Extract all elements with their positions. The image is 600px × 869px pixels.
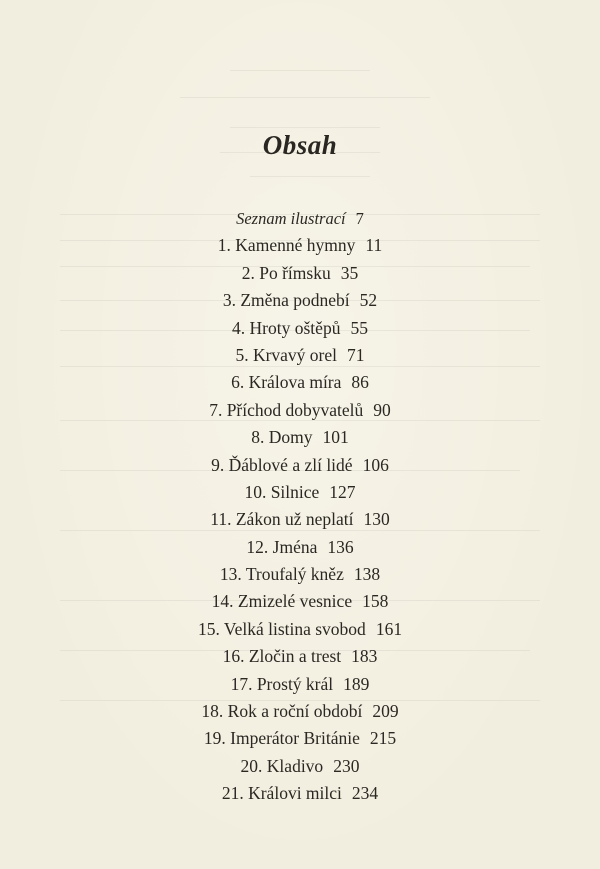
toc-entry-title: 2. Po římsku — [241, 262, 331, 283]
toc-entry-page-number: 138 — [353, 564, 381, 585]
toc-entry — [0, 588, 600, 615]
toc-entry-page-number: 11 — [365, 235, 383, 256]
toc-entry — [0, 643, 600, 670]
toc-entry-title: 18. Rok a roční období — [201, 701, 363, 722]
toc-entry-page-number: 209 — [372, 701, 399, 722]
toc-entry-title: 11. Zákon už neplatí — [210, 509, 354, 530]
toc-entry-title: 15. Velká listina svobod — [197, 618, 366, 639]
toc-entry-page-number: 136 — [327, 536, 354, 557]
toc-entry — [0, 452, 600, 479]
toc-entry-page-number: 130 — [363, 509, 390, 530]
toc-entry — [0, 342, 600, 369]
toc-entry — [0, 534, 600, 561]
toc-entry — [0, 698, 600, 725]
toc-entry-page-number: 90 — [373, 399, 391, 420]
toc-entry-page-number: 230 — [333, 755, 360, 776]
toc-entry-page-number: 55 — [350, 317, 368, 338]
toc-entry-title: 13. Troufalý kněz — [219, 564, 344, 585]
toc-entry-page-number: 101 — [322, 427, 349, 448]
toc-entry-page-number: 52 — [359, 290, 378, 311]
toc-entry — [0, 397, 600, 424]
toc-entry-page-number: 86 — [351, 372, 369, 393]
toc-entry-title: 16. Zločin a trest — [222, 646, 342, 667]
toc-entry-title: 5. Krvavý orel — [235, 344, 338, 365]
toc-entry-page-number: 183 — [351, 646, 378, 667]
toc-entry — [0, 232, 600, 259]
toc-entry-title: 20. Kladivo — [240, 755, 324, 776]
toc-entry — [0, 561, 600, 588]
toc-entry — [0, 369, 600, 396]
toc-entry — [0, 287, 600, 314]
toc-entry-title: Seznam ilustrací — [236, 209, 346, 228]
toc-entry-title: 9. Ďáblové a zlí lidé — [211, 454, 353, 475]
page-title: Obsah — [262, 130, 338, 161]
toc-entry-title: 19. Imperátor Británie — [203, 728, 360, 749]
toc-entry-page-number: 158 — [362, 591, 389, 612]
toc-entry — [0, 424, 600, 451]
toc-entry-page-number: 161 — [375, 618, 403, 639]
toc-entry-page-number: 35 — [340, 262, 359, 283]
toc-entry — [0, 260, 600, 287]
toc-entry-title: 21. Královi milci — [221, 783, 342, 804]
toc-entry-title: 14. Zmizelé vesnice — [211, 591, 353, 612]
toc-entry — [0, 616, 600, 643]
toc-entry-title: 6. Králova míra — [231, 372, 342, 393]
toc-entry — [0, 780, 600, 807]
toc-entry — [0, 753, 600, 780]
table-of-contents — [0, 205, 600, 808]
toc-entry-page-number: 106 — [362, 454, 389, 475]
toc-entry-title: 7. Příchod dobyvatelů — [209, 399, 364, 420]
toc-entry-page-number: 71 — [347, 344, 365, 365]
toc-entry-title: 3. Změna podnebí — [222, 290, 350, 311]
toc-entry-page-number: 7 — [355, 209, 364, 228]
toc-entry-title: 8. Domy — [251, 427, 313, 448]
toc-entry — [0, 506, 600, 533]
toc-entry-title: 12. Jména — [246, 536, 318, 557]
toc-entry-page-number: 234 — [351, 783, 379, 804]
toc-entry — [0, 725, 600, 752]
toc-entry-page-number: 127 — [329, 481, 356, 502]
toc-entry-title: 4. Hroty oštěpů — [232, 317, 341, 338]
toc-entry-title: 17. Prostý král — [230, 673, 334, 694]
toc-entry — [0, 479, 600, 506]
toc-entry-illustrations — [0, 205, 600, 232]
toc-entry-page-number: 189 — [343, 673, 370, 694]
toc-entry — [0, 315, 600, 342]
toc-entry-title: 1. Kamenné hymny — [217, 235, 356, 256]
toc-entry-page-number: 215 — [369, 728, 397, 749]
toc-entry — [0, 671, 600, 698]
toc-entry-title: 10. Silnice — [244, 481, 320, 502]
